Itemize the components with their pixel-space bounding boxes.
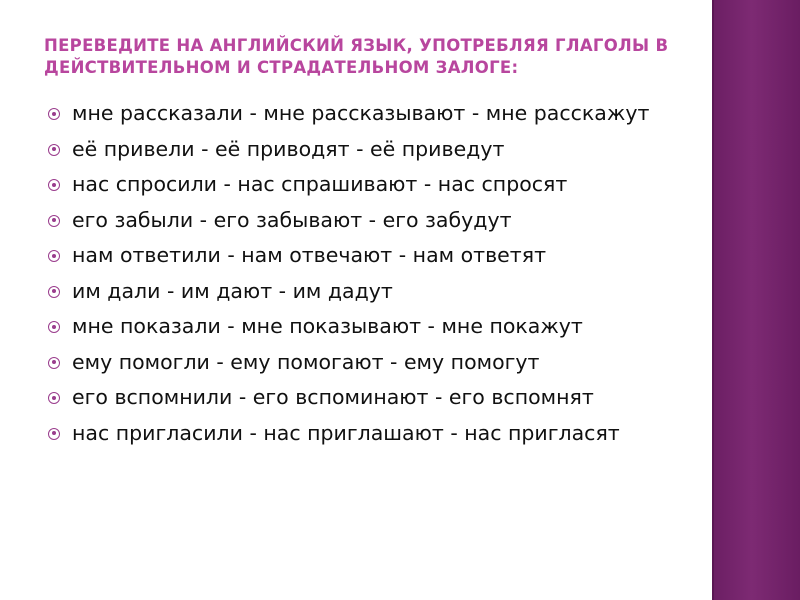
list-item-text: её привели - её приводят - её приведут — [72, 136, 505, 161]
circled-dot-bullet-icon — [48, 428, 60, 440]
slide-title: ПЕРЕВЕДИТЕ НА АНГЛИЙСКИЙ ЯЗЫК, УПОТРЕБЛЯЯ ГЛАГОЛЫ В ДЕЙСТВИТЕЛЬНОМ И СТРАДАТЕЛЬНОМ ЗАЛОГЕ: — [44, 36, 669, 77]
bullet-list — [48, 100, 688, 455]
list-item-text: мне рассказали - мне рассказывают - мне расскажут — [72, 101, 650, 125]
decorative-side-band — [712, 0, 800, 600]
list-item-text: нам ответили - нам отвечают - нам ответят — [72, 243, 547, 267]
list-item — [48, 136, 688, 163]
circled-dot-bullet-icon — [48, 215, 60, 227]
list-item — [48, 100, 688, 127]
list-item — [48, 242, 688, 269]
circled-dot-bullet-icon — [48, 144, 60, 156]
circled-dot-bullet-icon — [48, 357, 60, 369]
list-item-text: ему помогли - ему помогают - ему помогут — [72, 349, 540, 374]
list-item — [48, 313, 688, 340]
list-item-text: мне показали - мне показывают - мне покажут — [72, 314, 583, 338]
list-item-text: им дали - им дают - им дадут — [72, 278, 393, 303]
circled-dot-bullet-icon — [48, 321, 60, 333]
circled-dot-bullet-icon — [48, 108, 60, 120]
list-item — [48, 207, 688, 234]
list-item — [48, 171, 688, 198]
circled-dot-bullet-icon — [48, 286, 60, 298]
list-item — [48, 384, 688, 411]
circled-dot-bullet-icon — [48, 179, 60, 191]
list-item-text: его забыли - его забывают - его забудут — [72, 207, 512, 232]
list-item — [48, 420, 688, 447]
list-item — [48, 349, 688, 376]
circled-dot-bullet-icon — [48, 392, 60, 404]
list-item-text: нас спросили - нас спрашивают - нас спросят — [72, 172, 568, 196]
circled-dot-bullet-icon — [48, 250, 60, 262]
list-item — [48, 278, 688, 305]
list-item-text: нас пригласили - нас приглашают - нас пригласят — [72, 420, 620, 445]
list-item-text: его вспомнили - его вспоминают - его вспомнят — [72, 385, 594, 409]
